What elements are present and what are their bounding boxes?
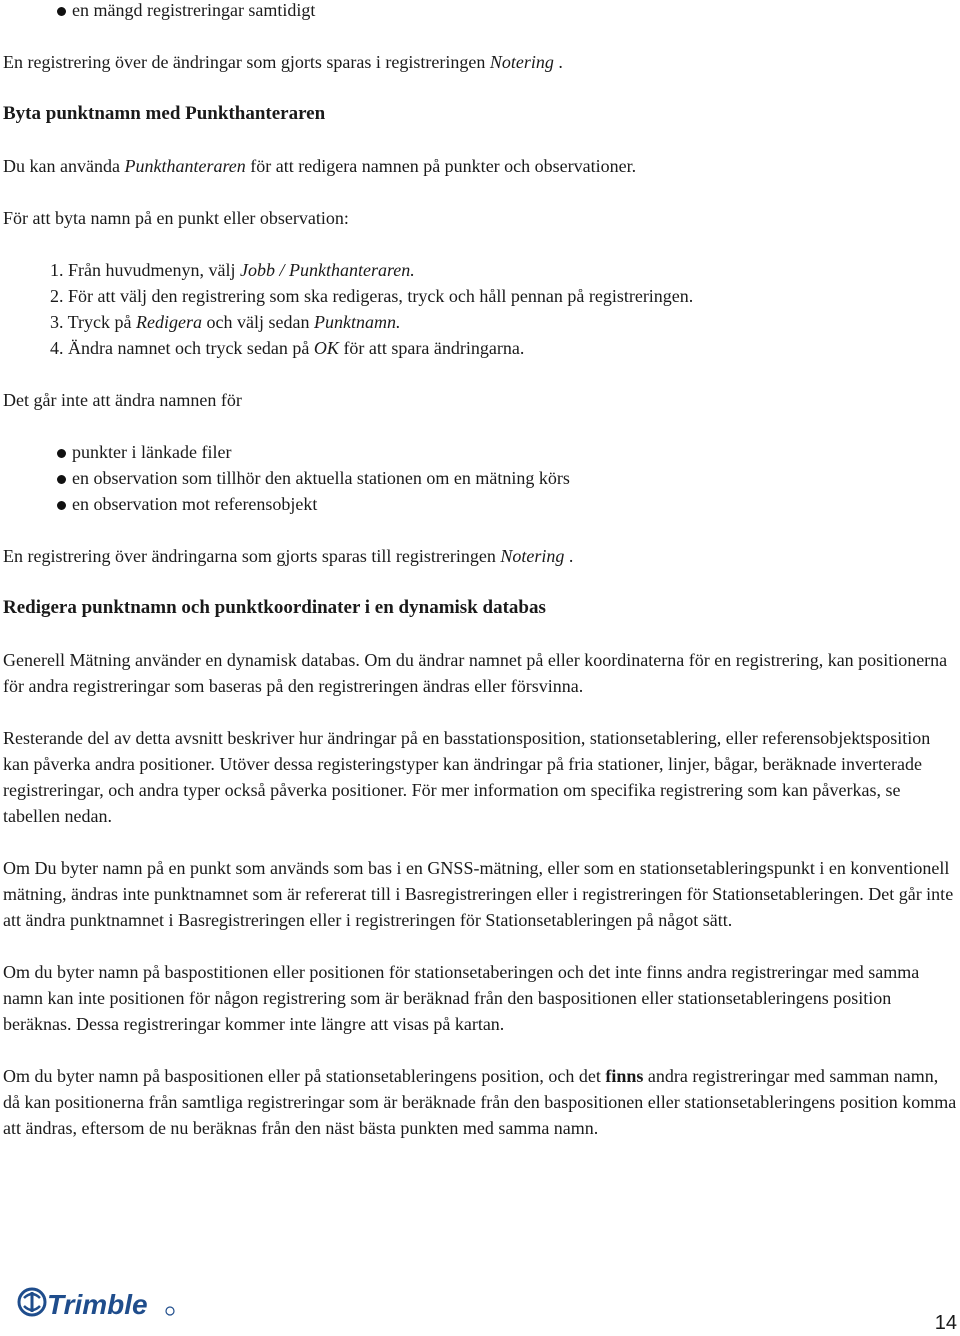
paragraph-change-log: En registrering över de ändringar som gjorts sparas i registreringen Notering . (3, 52, 563, 72)
step-item: 4. Ändra namnet och tryck sedan på OK för att spara ändringarna. (50, 338, 525, 358)
paragraph-base-rename: Om du byter namn på baspostitionen eller positionen för stationsetaberingen och det inte finns andra registreringar med samma namn kan inte positionen för någon registrering som är beräknad från den baspositionen eller stationsetableringens position beräknas. Dessa registreringar kommer inte längre att visas på kartan. (3, 962, 920, 1034)
step-item: 3. Tryck på Redigera och välj sedan Punktnamn. (50, 312, 401, 332)
list-item: en mängd registreringar samtidigt (3, 0, 957, 23)
section-heading-dynamic-db: Redigera punktnamn och punktkoordinater i en dynamisk databas (3, 597, 546, 618)
document-page (3, 0, 957, 1167)
svg-text:Trimble: Trimble (47, 1289, 148, 1320)
paragraph-dynamic-db: Generell Mätning använder en dynamisk databas. Om du ändrar namnet på eller koordinaterna för en registrering, kan positionerna för andra registreringar som baseras på den registreringen ändras eller försvinna. (3, 650, 948, 696)
trimble-logo (16, 1284, 176, 1320)
section-heading-rename: Byta punktnamn med Punkthanteraren (3, 103, 326, 124)
paragraph-instructions-intro: För att byta namn på en punkt eller observation: (3, 208, 349, 228)
paragraph-change-log-2: En registrering över ändringarna som gjorts sparas till registreringen Notering . (3, 546, 574, 566)
list-item: en observation mot referensobjekt (3, 491, 957, 517)
paragraph-gnss: Om Du byter namn på en punkt som används som bas i en GNSS-mätning, eller som en stationsetableringspunkt i en konventionell mätning, ändras inte punktnamnet som är refererat till i Basregistreringen eller i registreringen för Stationsetableringen. Det går inte att ändra punktnamnet i Basregistreringen eller i registreringen för Stationsetableringen på något sätt. (3, 858, 954, 930)
step-item: 1. Från huvudmenyn, välj Jobb / Punkthanteraren. (50, 260, 415, 280)
paragraph-point-manager: Du kan använda Punkthanteraren för att redigera namnen på punkter och observationer. (3, 156, 637, 176)
page-number: 14 (934, 1312, 957, 1334)
step-list (3, 257, 957, 361)
list-item: en observation som tillhör den aktuella stationen om en mätning körs (3, 465, 957, 491)
list-item: punkter i länkade filer (3, 439, 957, 465)
intro-bullet-list (3, 0, 957, 23)
step-item: 2. För att välj den registrering som ska redigeras, tryck och håll pennan på registreringen. (50, 286, 694, 306)
paragraph-restrictions: Det går inte att ändra namnen för (3, 390, 242, 410)
paragraph-same-name: Om du byter namn på baspositionen eller på stationsetableringens position, och det finns andra registreringar med samman namn, då kan positionerna från samtliga registreringar som är beräknade från den baspositionen eller stationsetableringens position komma att ändras, eftersom de nu beräknas från den näst bästa punkten med samma namn. (3, 1066, 957, 1138)
paragraph-remaining: Resterande del av detta avsnitt beskriver hur ändringar på en basstationsposition, stationsetablering, eller referensobjektsposition kan påverka andra positioner. Utöver dessa registeringstyper kan ändringar på fria stationer, linjer, bågar, beräknade inverterade registreringar, och andra typer också påverka positioner. För mer information om specifika registrering som kan påverkas, se tabellen nedan. (3, 728, 931, 826)
page-footer (0, 1280, 960, 1334)
restriction-list (3, 439, 957, 517)
